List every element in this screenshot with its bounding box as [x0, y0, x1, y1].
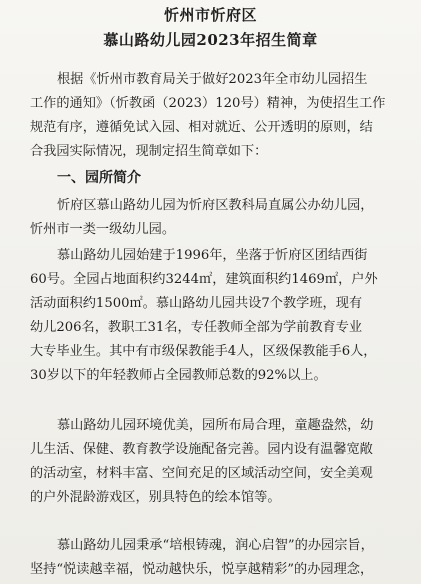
paragraph-line: 活动面积约1500㎡。慕山路幼儿园共设7个教学班，现有 — [30, 296, 363, 311]
paragraph-line: 的活动室，材料丰富、空间充足的区域活动空间，安全美观 — [30, 466, 373, 481]
document-title-line1: 忻州市忻府区 — [163, 6, 257, 24]
overview-paragraph-3 — [30, 414, 392, 510]
paragraph-line: 儿生活、保健、教育教学设施配备完善。园内设有温馨宽敞 — [30, 442, 373, 457]
paragraph-line: 忻府区慕山路幼儿园为忻府区教科局直属公办幼儿园， — [57, 198, 374, 213]
section-heading-overview: 一、园所简介 — [57, 170, 141, 186]
intro-line: 合我园实际情况，现制定招生简章如下： — [30, 144, 268, 159]
paragraph-line: 慕山路幼儿园始建于1996年，坐落于忻府区团结西街 — [57, 248, 368, 263]
overview-paragraph-4 — [30, 534, 392, 582]
paragraph-line: 坚持“悦读越幸福，悦动越快乐，悦享越精彩”的办园理念， — [30, 562, 374, 577]
intro-line: 工作的通知》（忻教函（2023）120号）精神，为使招生工作 — [30, 96, 386, 111]
paragraph-line: 幼儿206名，教职工31名，专任教师全部为学前教育专业 — [30, 320, 363, 335]
paragraph-line: 的户外混龄游戏区，别具特色的绘本馆等。 — [30, 490, 281, 505]
intro-line: 根据《忻州市教育局关于做好2023年全市幼儿园招生 — [57, 72, 368, 87]
overview-paragraph-2 — [30, 244, 392, 388]
paragraph-line: 30岁以下的年轻教师占全园教师总数的92%以上。 — [30, 368, 327, 383]
document-title-line2: 慕山路幼儿园2023年招生简章 — [103, 31, 318, 49]
paragraph-line: 慕山路幼儿园环境优美，园所布局合理，童趣盎然，幼 — [57, 418, 374, 433]
paragraph-line: 慕山路幼儿园秉承“培根铸魂，润心启智”的办园宗旨， — [57, 538, 374, 553]
paragraph-line: 60号。全园占地面积约3244㎡，建筑面积约1469㎡，户外 — [30, 272, 378, 287]
overview-paragraph-1 — [30, 194, 392, 242]
paragraph-line: 大专毕业生。其中有市级保教能手4人，区级保教能手6人， — [30, 344, 377, 359]
intro-paragraph — [30, 68, 392, 164]
paragraph-line: 忻州市一类一级幼儿园。 — [30, 222, 176, 237]
intro-line: 规范有序，遵循免试入园、相对就近、公开透明的原则，结 — [30, 120, 373, 135]
